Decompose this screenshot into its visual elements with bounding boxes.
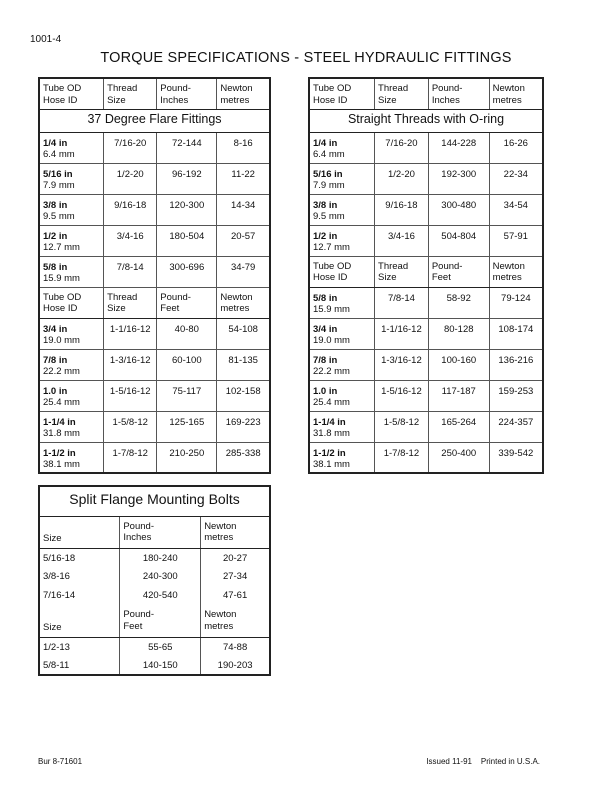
page-number: 1001-4 <box>30 34 62 45</box>
tube-od-inches: 3/4 in <box>313 323 338 335</box>
newton-header: Newton metres <box>217 78 270 109</box>
thread-size-cell: 3/4-16 <box>104 225 157 256</box>
tube-od-cell <box>309 442 375 473</box>
tube-od-mm: 31.8 mm <box>313 428 350 439</box>
tube-od-inches: 1/4 in <box>313 137 338 149</box>
newton-value-cell: 136-216 <box>489 349 543 380</box>
tube-od-mm: 25.4 mm <box>43 397 80 408</box>
newton-value-cell: 169-223 <box>217 411 270 442</box>
newton-value-cell: 108-174 <box>489 318 543 349</box>
header-row <box>309 256 543 287</box>
newton-value-cell: 102-158 <box>217 380 270 411</box>
footer-issue-info: Issued 11-91 Printed in U.S.A. <box>426 757 540 766</box>
pound-value-cell: 144-228 <box>428 132 489 163</box>
pound-value-cell: 75-117 <box>157 380 217 411</box>
pound-value-cell: 165-264 <box>428 411 489 442</box>
newton-value-cell: 22-34 <box>489 163 543 194</box>
tube-od-inches: 5/8 in <box>313 292 338 304</box>
size-header: Size <box>39 605 120 637</box>
tube-od-cell <box>309 318 375 349</box>
newton-value-cell: 34-79 <box>217 256 270 287</box>
tube-od-cell <box>309 225 375 256</box>
tube-od-mm: 22.2 mm <box>313 366 350 377</box>
table-row <box>39 380 270 411</box>
tube-od-inches: 1-1/2 in <box>313 447 346 459</box>
pound-value-cell: 192-300 <box>428 163 489 194</box>
tube-od-mm: 38.1 mm <box>313 459 350 470</box>
tube-od-mm: 6.4 mm <box>43 149 75 160</box>
footer-part-number: Bur 8-71601 <box>38 757 83 766</box>
tube-od-mm: 22.2 mm <box>43 366 80 377</box>
tube-od-cell <box>39 225 104 256</box>
oring-fittings-table <box>308 77 544 474</box>
pound-value-cell: 60-100 <box>157 349 217 380</box>
thread-size-cell: 9/16-18 <box>104 194 157 225</box>
pound-value-cell: 120-300 <box>157 194 217 225</box>
pound-value-cell: 117-187 <box>428 380 489 411</box>
thread-size-cell: 1/2-20 <box>104 163 157 194</box>
thread-size-cell: 7/8-14 <box>104 256 157 287</box>
newton-value-cell: 20-57 <box>217 225 270 256</box>
newton-value-cell: 8-16 <box>217 132 270 163</box>
thread-size-header: Thread Size <box>104 78 157 109</box>
thread-size-cell: 1-5/16-12 <box>375 380 429 411</box>
table-row <box>39 349 270 380</box>
pound-value-cell: 100-160 <box>428 349 489 380</box>
tube-od-cell <box>39 349 104 380</box>
tube-od-mm: 25.4 mm <box>313 397 350 408</box>
bolt-size-cell: 3/8-16 <box>43 571 70 582</box>
tube-od-inches: 7/8 in <box>313 354 338 366</box>
pound-header: Pound- Feet <box>428 256 489 287</box>
table-row <box>309 380 543 411</box>
header-row <box>39 78 270 109</box>
tube-od-header: Tube OD Hose ID <box>309 256 375 287</box>
table-row <box>39 637 270 656</box>
bolt-size-cell: 5/8-11 <box>43 660 70 671</box>
tube-od-inches: 5/8 in <box>43 261 68 273</box>
newton-value-cell: 34-54 <box>489 194 543 225</box>
pound-value-cell: 180-240 <box>120 548 201 567</box>
newton-value-cell: 57-91 <box>489 225 543 256</box>
thread-size-cell: 1-3/16-12 <box>104 349 157 380</box>
newton-value-cell: 74-88 <box>222 641 248 653</box>
table-row <box>39 656 270 675</box>
tube-od-cell <box>39 194 104 225</box>
pound-value-cell: 300-480 <box>428 194 489 225</box>
tube-od-cell <box>39 163 104 194</box>
tube-od-inches: 1-1/2 in <box>43 447 76 459</box>
tube-od-header: Tube OD Hose ID <box>39 287 104 318</box>
table-row <box>39 163 270 194</box>
table-row <box>309 132 543 163</box>
thread-size-cell: 1-7/8-12 <box>375 442 429 473</box>
pound-value-cell: 210-250 <box>157 442 217 473</box>
newton-header: Newton metres <box>201 516 270 548</box>
tube-od-mm: 19.0 mm <box>313 335 350 346</box>
newton-value-cell: 79-124 <box>489 287 543 318</box>
pound-value-cell: 125-165 <box>157 411 217 442</box>
tube-od-inches: 5/16 in <box>313 168 343 180</box>
tube-od-inches: 5/16 in <box>43 168 73 180</box>
pound-value-cell: 55-65 <box>120 637 201 656</box>
table-row <box>39 411 270 442</box>
thread-size-cell: 1-5/16-12 <box>104 380 157 411</box>
table-row <box>39 567 270 586</box>
thread-size-cell: 9/16-18 <box>375 194 429 225</box>
table-row <box>39 318 270 349</box>
tube-od-cell <box>39 442 104 473</box>
newton-value-cell: 190-203 <box>217 660 253 671</box>
tube-od-mm: 12.7 mm <box>313 242 350 253</box>
tube-od-cell <box>309 132 375 163</box>
tube-od-cell <box>309 411 375 442</box>
table-row <box>309 194 543 225</box>
tube-od-inches: 7/8 in <box>43 354 68 366</box>
section-title: 37 Degree Flare Fittings <box>39 109 270 132</box>
table-row <box>39 256 270 287</box>
newton-value-cell: 20-27 <box>222 552 248 564</box>
newton-value-cell: 14-34 <box>217 194 270 225</box>
thread-size-header: Thread Size <box>375 78 429 109</box>
newton-header: Newton metres <box>489 256 543 287</box>
pound-value-cell: 72-144 <box>157 132 217 163</box>
tube-od-inches: 3/4 in <box>43 323 68 335</box>
pound-value-cell: 240-300 <box>120 567 201 586</box>
thread-size-cell: 1-7/8-12 <box>104 442 157 473</box>
pound-header: Pound- Inches <box>120 516 201 548</box>
section-title-row <box>309 109 543 132</box>
table-row <box>309 411 543 442</box>
tube-od-mm: 15.9 mm <box>313 304 350 315</box>
tube-od-cell <box>309 380 375 411</box>
newton-value-cell: 27-34 <box>222 571 248 582</box>
table-row <box>309 163 543 194</box>
newton-header: Newton metres <box>217 287 270 318</box>
tube-od-cell <box>39 411 104 442</box>
bolt-size-cell: 5/16-18 <box>43 552 76 564</box>
tube-od-cell <box>309 349 375 380</box>
table-row <box>309 349 543 380</box>
newton-value-cell: 224-357 <box>489 411 543 442</box>
newton-value-cell: 16-26 <box>489 132 543 163</box>
tube-od-inches: 3/8 in <box>43 199 68 211</box>
newton-value-cell: 159-253 <box>489 380 543 411</box>
thread-size-cell: 7/16-20 <box>375 132 429 163</box>
header-row <box>39 287 270 318</box>
pound-value-cell: 504-804 <box>428 225 489 256</box>
newton-value-cell: 339-542 <box>489 442 543 473</box>
pound-value-cell: 96-192 <box>157 163 217 194</box>
newton-value-cell: 285-338 <box>217 442 270 473</box>
tube-od-cell <box>309 287 375 318</box>
newton-header: Newton metres <box>489 78 543 109</box>
bolts-title-row <box>39 486 270 516</box>
tube-od-inches: 1-1/4 in <box>43 416 76 428</box>
size-header: Size <box>39 516 120 548</box>
pound-value-cell: 250-400 <box>428 442 489 473</box>
section-title: Straight Threads with O-ring <box>309 109 543 132</box>
table-row <box>39 194 270 225</box>
thread-size-cell: 7/8-14 <box>375 287 429 318</box>
tube-od-mm: 6.4 mm <box>313 149 345 160</box>
tube-od-inches: 1.0 in <box>313 385 338 397</box>
bolt-size-cell: 7/16-14 <box>43 590 76 601</box>
pound-value-cell: 140-150 <box>120 656 201 675</box>
tube-od-mm: 7.9 mm <box>313 180 345 191</box>
bolts-header-row <box>39 516 270 548</box>
header-row <box>309 78 543 109</box>
tube-od-mm: 12.7 mm <box>43 242 80 253</box>
tube-od-inches: 1.0 in <box>43 385 68 397</box>
thread-size-cell: 7/16-20 <box>104 132 157 163</box>
tube-od-cell <box>39 132 104 163</box>
pound-header: Pound- Inches <box>157 78 217 109</box>
table-row <box>309 287 543 318</box>
bolts-header-row <box>39 605 270 637</box>
tube-od-header: Tube OD Hose ID <box>39 78 104 109</box>
table-row <box>39 548 270 567</box>
tube-od-cell <box>309 194 375 225</box>
newton-value-cell: 54-108 <box>217 318 270 349</box>
newton-value-cell: 11-22 <box>217 163 270 194</box>
tube-od-mm: 31.8 mm <box>43 428 80 439</box>
table-row <box>309 225 543 256</box>
page-title: TORQUE SPECIFICATIONS - STEEL HYDRAULIC FITTINGS <box>100 50 512 66</box>
pound-value-cell: 420-540 <box>120 586 201 605</box>
thread-size-header: Thread Size <box>104 287 157 318</box>
bolts-title: Split Flange Mounting Bolts <box>39 486 270 516</box>
pound-value-cell: 180-504 <box>157 225 217 256</box>
tube-od-inches: 1/2 in <box>313 230 338 242</box>
pound-value-cell: 300-696 <box>157 256 217 287</box>
newton-value-cell: 47-61 <box>222 590 248 601</box>
tube-od-cell <box>39 256 104 287</box>
thread-size-cell: 1-1/16-12 <box>104 318 157 349</box>
tube-od-mm: 15.9 mm <box>43 273 80 284</box>
table-row <box>39 132 270 163</box>
newton-value-cell: 81-135 <box>217 349 270 380</box>
thread-size-cell: 1-1/16-12 <box>375 318 429 349</box>
pound-value-cell: 58-92 <box>428 287 489 318</box>
tube-od-cell <box>39 318 104 349</box>
thread-size-cell: 1-5/8-12 <box>104 411 157 442</box>
table-row <box>39 586 270 605</box>
tube-od-mm: 9.5 mm <box>313 211 345 222</box>
thread-size-cell: 1-5/8-12 <box>375 411 429 442</box>
bolt-size-cell: 1/2-13 <box>43 641 70 653</box>
tube-od-mm: 38.1 mm <box>43 459 80 470</box>
pound-header: Pound- Feet <box>120 605 201 637</box>
pound-value-cell: 40-80 <box>157 318 217 349</box>
thread-size-header: Thread Size <box>375 256 429 287</box>
table-row <box>39 442 270 473</box>
tube-od-inches: 1/2 in <box>43 230 68 242</box>
tube-od-mm: 9.5 mm <box>43 211 75 222</box>
table-row <box>39 225 270 256</box>
pound-header: Pound- Inches <box>428 78 489 109</box>
pound-value-cell: 80-128 <box>428 318 489 349</box>
split-flange-bolts-table <box>38 485 271 676</box>
thread-size-cell: 1-3/16-12 <box>375 349 429 380</box>
tube-od-inches: 3/8 in <box>313 199 338 211</box>
tube-od-header: Tube OD Hose ID <box>309 78 375 109</box>
tube-od-inches: 1/4 in <box>43 137 68 149</box>
thread-size-cell: 1/2-20 <box>375 163 429 194</box>
thread-size-cell: 3/4-16 <box>375 225 429 256</box>
tube-od-cell <box>309 163 375 194</box>
flare-fittings-table <box>38 77 271 474</box>
newton-header: Newton metres <box>201 605 270 637</box>
table-row <box>309 442 543 473</box>
tube-od-cell <box>39 380 104 411</box>
tube-od-mm: 7.9 mm <box>43 180 75 191</box>
pound-header: Pound- Feet <box>157 287 217 318</box>
section-title-row <box>39 109 270 132</box>
tube-od-mm: 19.0 mm <box>43 335 80 346</box>
tube-od-inches: 1-1/4 in <box>313 416 346 428</box>
table-row <box>309 318 543 349</box>
